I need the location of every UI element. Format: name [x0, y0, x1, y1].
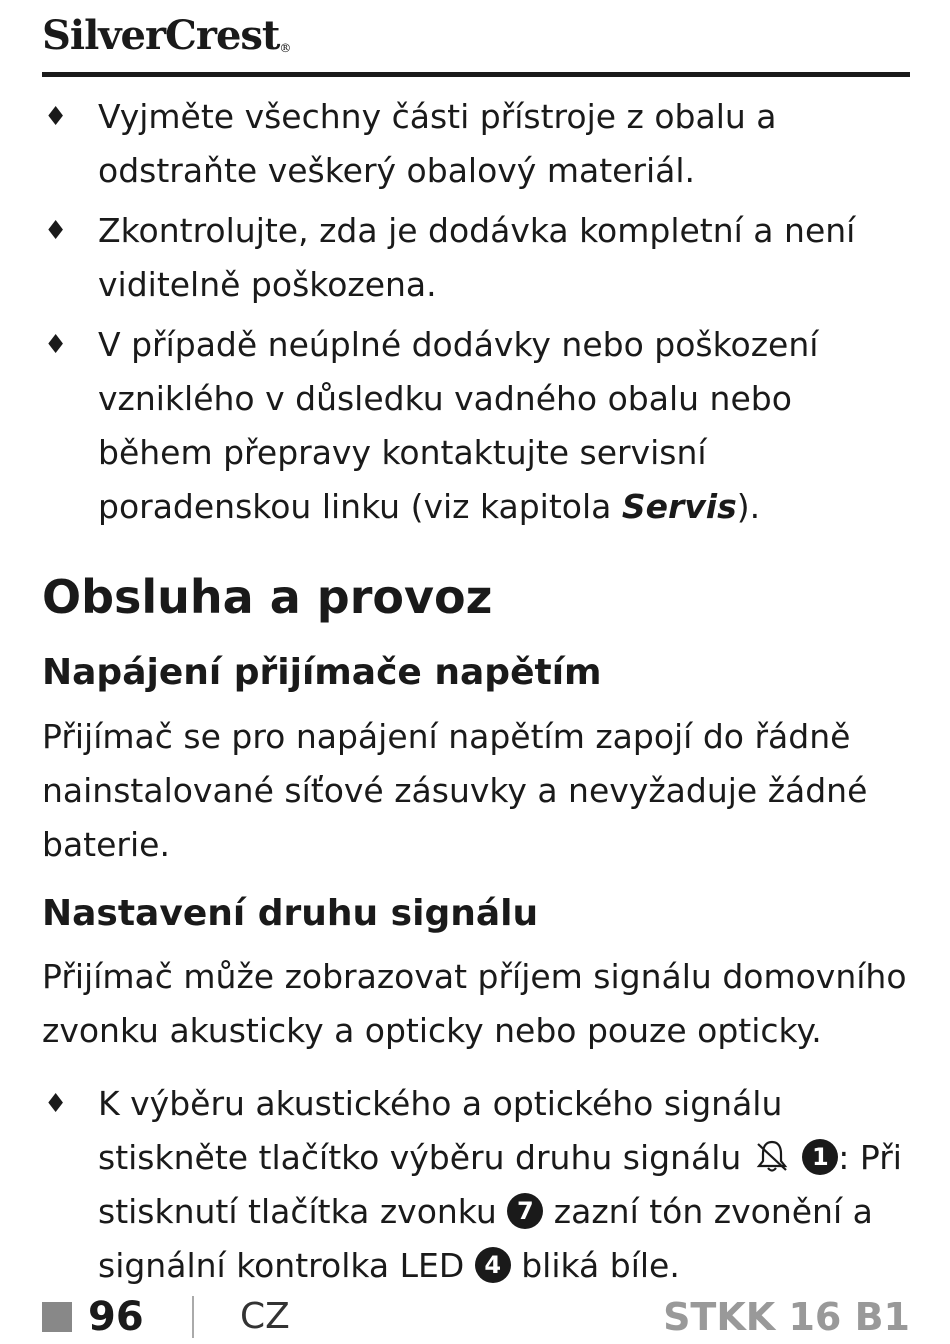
language-code: CZ — [240, 1296, 290, 1337]
signal-text-4: bliká bíle. — [510, 1246, 680, 1285]
diamond-bullet-icon: ♦ — [44, 102, 68, 132]
power-heading: Napájení přijímače napětím — [42, 652, 602, 693]
signal-list — [42, 1077, 910, 1293]
ref-number-4: 4 — [475, 1247, 511, 1283]
signal-paragraph: Přijímač může zobrazovat příjem signálu domovního zvonku akusticky a opticky nebo pouze opticky. — [42, 957, 907, 1050]
service-chapter-link: Servis — [621, 487, 737, 526]
diamond-bullet-icon: ♦ — [44, 330, 68, 360]
page-footer — [42, 1290, 910, 1344]
damage-text-end: ). — [736, 487, 761, 526]
model-number: STKK 16 B1 — [663, 1295, 910, 1339]
section-title: Obsluha a provoz — [42, 570, 493, 624]
bullet-text — [98, 1084, 902, 1285]
brand-name: SilverCrest — [42, 12, 280, 59]
ref-number-1: 1 — [802, 1139, 838, 1175]
unpacking-list — [42, 90, 910, 534]
signal-text-3: zazní tón zvonění a signální kontrolka LED — [98, 1192, 873, 1285]
bullet-text: Vyjměte všechny části přístroje z obalu a odstraňte veškerý obalový materiál. — [98, 97, 777, 190]
bell-signal-icon — [752, 1136, 792, 1176]
signal-text-2: : Při stisknutí tlačítka zvonku — [98, 1138, 902, 1231]
bullet-text — [98, 325, 818, 526]
list-item — [42, 318, 910, 534]
list-item — [42, 1077, 910, 1293]
page-number: 96 — [88, 1294, 144, 1340]
ref-number-7: 7 — [507, 1193, 543, 1229]
diamond-bullet-icon: ♦ — [44, 1089, 68, 1119]
footer-square-icon — [42, 1302, 72, 1332]
header-rule — [42, 72, 910, 77]
power-paragraph: Přijímač se pro napájení napětím zapojí do řádně nainstalované síťové zásuvky a nevyžaduje žádné baterie. — [42, 717, 868, 864]
brand-logo — [42, 8, 290, 64]
list-item — [42, 204, 910, 312]
trademark-symbol: ® — [279, 41, 291, 55]
footer-divider — [192, 1296, 194, 1338]
diamond-bullet-icon: ♦ — [44, 216, 68, 246]
signal-text-1: K výběru akustického a optického signálu stiskněte tlačítko výběru druhu signálu — [98, 1084, 783, 1177]
bullet-text: Zkontrolujte, zda je dodávka kompletní a není viditelně poškozena. — [98, 211, 856, 304]
signal-heading: Nastavení druhu signálu — [42, 893, 539, 934]
list-item — [42, 90, 910, 198]
damage-text: V případě neúplné dodávky nebo poškození vzniklého v důsledku vadného obalu nebo během přepravy kontaktujte servisní poradenskou linku (viz kapitola — [98, 325, 819, 526]
